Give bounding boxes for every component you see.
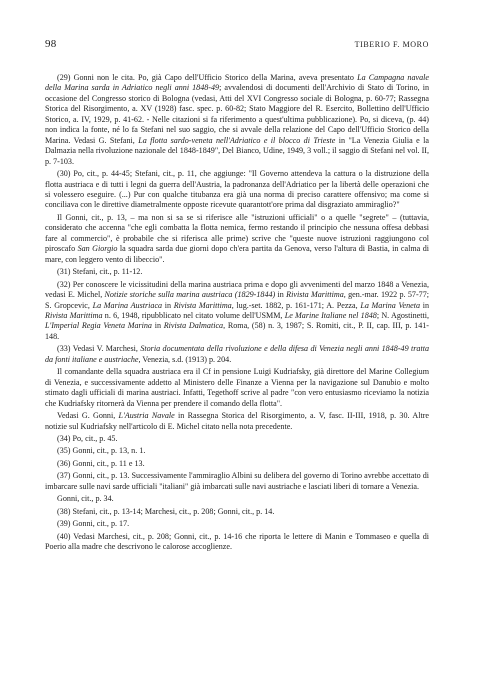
footnotes [45,73,429,552]
note-32: (32) Per conoscere le vicissitudini della marina austriaca prima e dopo gli avvenimenti del marzo 1848 a Venezia, vedasi E. Michel, Notizie storiche sulla marina austriaca (1829-1844) in Rivista Marittima, gen.-mar. 1922 p. 57-77; S. Gropcevic, La Marina Austriaca in Rivista Marittima, lug.-set. 1882, p. 161-171; A. Pezza, La Marina Veneta in Rivista Marittima n. 6, 1948, ripubblicato nel citato volume dell'USMM, Le Marine Italiane nel 1848; N. Agostinetti, L'Imperial Regia Veneta Marina in Rivista Dalmatica, Roma, (58) n. 3, 1987; S. Romiti, cit., P. II, cap. III, p. 141-148. [45,279,430,341]
note-37-continuation: Gonni, cit., p. 34. [57,494,114,504]
page-number: 98 [45,38,57,50]
note-33-paragraph-3: Vedasi G. Gonni, L'Austria Navale in Rassegna Storica del Risorgimento, a. V, fasc. II-III, 1918, p. 30. Altre notizie sul Kudriafsky nell'articolo di E. Michel citato nella nota precedente. [45,411,429,431]
running-head: TIBERIO F. MORO [354,40,429,49]
note-33: (33) Vedasi V. Marchesi, Storia documentata della rivoluzione e della difesa di Venezia negli anni 1848-49 tratta da fonti italiane e austriache, Venezia, s.d. (1913) p. 204. [45,344,430,364]
note-38: (38) Stefani, cit., p. 13-14; Marchesi, cit., p. 208; Gonni, cit., p. 14. [57,506,275,516]
note-34: (34) Po, cit., p. 45. [57,433,118,443]
note-35: (35) Gonni, cit., p. 13, n. 1. [57,446,146,456]
page-header [45,38,429,56]
note-30-continuation: Il Gonni, cit., p. 13, – ma non si sa se si riferisce alle "istruzioni ufficiali" o a quelle "segrete" – (tuttavia, considerato che accenna "che egli combatta la flotta nemica, fermo restando il principio che nessuna offesa debbasi fare al commercio", è probabile che si riferisca alle prime) scrive che "queste nuove istruzioni raggiungono col piroscafo San Giorgio la squadra sarda due giorni dopo ch'era partita da Genova, verso l'altura di Bastia, in calma di mare, con leggero vento di libeccio". [45,212,429,264]
note-37: (37) Gonni, cit., p. 13. Successivamente l'ammiraglio Albini su delibera del governo di Torino avrebbe accettato di imbarcare sulle navi sarde ufficiali "italiani" già imbarcati sulle navi austriache e lasciati liberi di tornare a Venezia. [45,471,429,491]
note-30: (30) Po, cit., p. 44-45; Stefani, cit., p. 11, che aggiunge: "Il Governo attendeva la cattura o la distruzione della flotta austriaca e di tutti i legni da guerra dell'Austria, la padronanza dell'Adriatico per la libertà delle operazioni che si volessero eseguire. (...) Pur con qualche titubanza era già una norma di preciso carattere offensivo; ma come si conciliava con le direttive diametralmente opposte ricevute quarantott'ore prima dal disgraziato ammiraglio?" [45,169,429,210]
note-36: (36) Gonni, cit., p. 11 e 13. [57,458,145,468]
note-33-paragraph-2: Il comandante della squadra austriaca era il Cf in pensione Luigi Kudriafsky, già direttore del Marine Collegium di Venezia, e successivamente addetto al Ministero delle Finanze a Vienna per la navigazione sul Danubio e molto stimato dagli ufficiali di marina austriaci. Infatti, Tegethoff scrive al padre "con vero entusiasmo riceviamo la notizia che Kudriafsky ritornerà da Vienna per prendere il comando della flotta". [45,367,429,408]
note-40: (40) Vedasi Marchesi, cit., p. 208; Gonni, cit., p. 14-16 che riporta le lettere di Manin e Tommaseo e quella di Poerio alla madre che descrivono le calorose accoglienze. [45,531,429,552]
note-31: (31) Stefani, cit., p. 11-12. [57,267,143,277]
note-29: (29) Gonni non le cita. Po, già Capo dell'Ufficio Storico della Marina, aveva presentato La Campagna navale della Marina sarda in Adriatico negli anni 1848-49; avvalendosi di documenti dell'Archivio di Stato di Torino, in occasione del Congresso storico di Bologna (vedasi, Atti del XVI Congresso sociale di Bologna, p. 60-77; Rassegna Storica del Risorgimento, a. XV (1928) fasc. spec. p. 60-82; Stato Maggiore del R. Esercito, Bollettino dell'Ufficio Storico, a. IV, 1929, p. 41-62. - Nelle citazioni si fa riferimento a quest'ultima pubblicazione). Po, si diceva, (p. 44) non indica la fonte, né lo fa Stefani nel suo saggio, che si avvale della relazione del Capo dell'Ufficio Storico della Marina. Vedasi G. Stefani, La flotta sardo-veneta nell'Adriatico e il blocco di Trieste in "La Venezia Giulia e la Dalmazia nella rivoluzione nazionale del 1848-1849", Del Bianco, Udine, 1949, 3 voll.; il saggio di Stefani nel vol. II, p. 7-103. [45,73,429,166]
note-39: (39) Gonni, cit., p. 17. [57,519,130,529]
